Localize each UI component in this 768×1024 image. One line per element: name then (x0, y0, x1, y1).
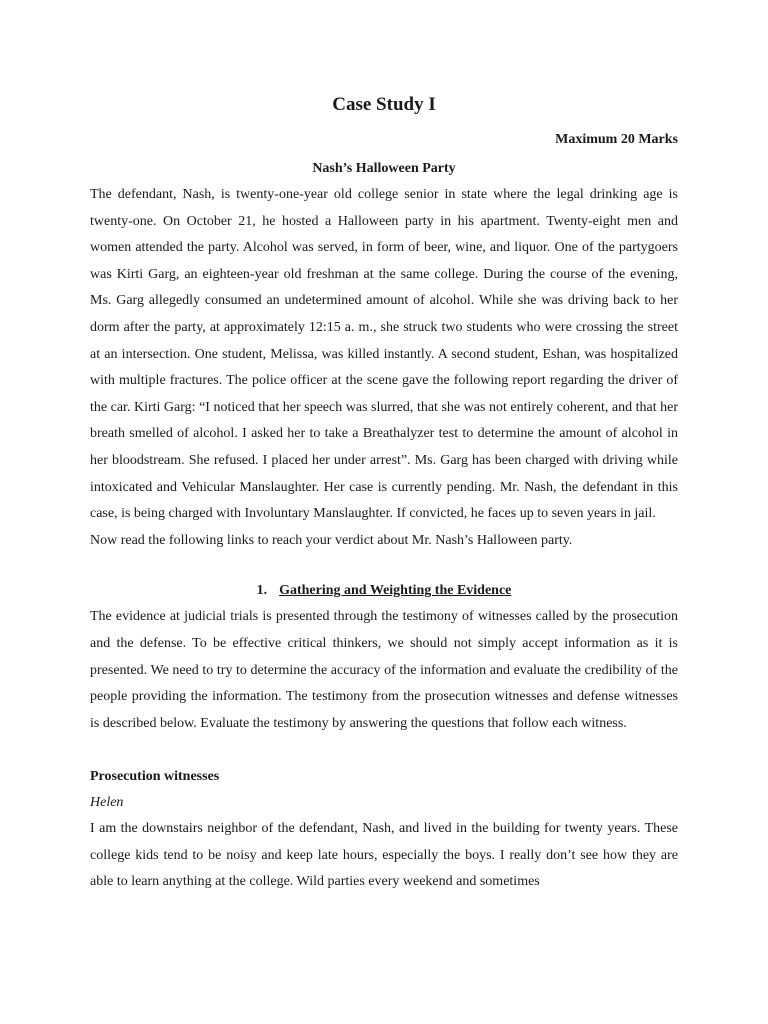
section-1-title: Gathering and Weighting the Evidence (279, 583, 512, 599)
witness-testimony: I am the downstairs neighbor of the defendant, Nash, and lived in the building for twenty years. These college kids tend to be noisy and keep late hours, especially the boys. I really don’t see how they are able to learn anything at the college. Wild parties every weekend and sometimes (90, 821, 678, 890)
intro-instruction: Now read the following links to reach your verdict about Mr. Nash’s Halloween party. (90, 532, 573, 548)
witness-name-helen: Helen (90, 795, 124, 811)
document-page (90, 92, 678, 896)
section-1-heading (90, 578, 678, 604)
prosecution-witnesses-heading: Prosecution witnesses (90, 769, 220, 785)
case-subtitle: Nash’s Halloween Party (312, 161, 456, 176)
document-title: Case Study I (332, 94, 436, 115)
section-1-body: The evidence at judicial trials is presented through the testimony of witnesses called by the prosecution and the defense. To be effective critical thinkers, we should not simply accept information as it is presented. We need to try to determine the accuracy of the information and evaluate the credibility of the people providing the information. The testimony from the prosecution witnesses and defense witnesses is described below. Evaluate the testimony by answering the questions that follow each witness. (90, 609, 678, 731)
maximum-marks: Maximum 20 Marks (555, 132, 678, 147)
intro-paragraph: The defendant, Nash, is twenty-one-year old college senior in state where the legal drinking age is twenty-one. On October 21, he hosted a Halloween party in his apartment. Twenty-eight men and women attended the party. Alcohol was served, in form of beer, wine, and liquor. One of the partygoers was Kirti Garg, an eighteen-year old freshman at the same college. During the course of the evening, Ms. Garg allegedly consumed an undetermined amount of alcohol. While she was driving back to her dorm after the party, at approximately 12:15 a. m., she struck two students who were crossing the street at an intersection. One student, Melissa, was killed instantly. A second student, Eshan, was hospitalized with multiple fractures. The police officer at the scene gave the following report regarding the driver of the car. Kirti Garg: “I noticed that her speech was slurred, that she was not entirely coherent, and that her breath smelled of alcohol. I asked her to take a Breathalyzer test to determine the amount of alcohol in her bloodstream. She refused. I placed her under arrest”. Ms. Garg has been charged with driving while intoxicated and Vehicular Manslaughter. Her case is currently pending. Mr. Nash, the defendant in this case, is being charged with Involuntary Manslaughter. If convicted, he faces up to seven years in jail. (90, 187, 678, 522)
section-1-number: 1. (256, 583, 268, 599)
